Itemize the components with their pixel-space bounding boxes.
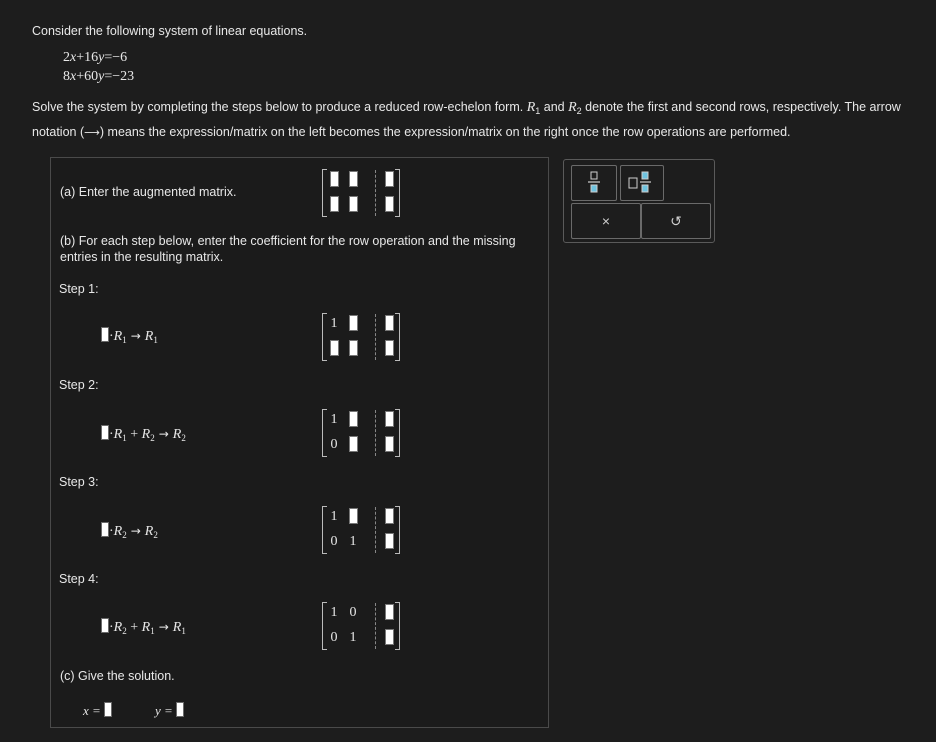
step-3-r2c3-input[interactable] xyxy=(385,533,394,549)
step-4-r1c3-input[interactable] xyxy=(385,604,394,620)
undo-icon: ↺ xyxy=(670,213,682,229)
step-2-matrix xyxy=(322,409,400,457)
matrix-a-r1c2 xyxy=(346,171,360,189)
solution-x: x = xyxy=(83,702,112,719)
matrix-a-r2c1 xyxy=(327,196,341,214)
step-4-label: Step 4: xyxy=(59,572,99,586)
matrix-a-r1c2-input[interactable] xyxy=(349,171,358,187)
math-toolbar xyxy=(563,159,715,243)
mixed-number-icon xyxy=(621,166,663,200)
step-1-matrix xyxy=(322,313,400,361)
instructions-line-1: Solve the system by completing the steps below to produce a reduced row-echelon form. $R_1$ and $R_2$ denote the first and second rows, respectively. The arrow xyxy=(32,100,901,116)
solution-y: y = xyxy=(155,702,184,719)
step-3-label: Step 3: xyxy=(59,475,99,489)
step-2-r2c2-input[interactable] xyxy=(349,436,358,452)
matrix-a-r1c1 xyxy=(327,171,341,189)
matrix-a-r1c3 xyxy=(382,171,396,189)
close-icon: × xyxy=(601,213,611,229)
step-3-r1c1: 1 xyxy=(330,509,338,524)
part-b-label-1: (b) For each step below, enter the coefficient for the row operation and the missing xyxy=(60,234,516,248)
step-1-operation: $\cdot R_1 \to R_1$ xyxy=(101,327,158,345)
step-4-r1c1: 1 xyxy=(330,605,338,620)
step-3-r2c1: 0 xyxy=(330,534,338,549)
step-4-r2c1: 0 xyxy=(330,630,338,645)
step-1-r2c3-input[interactable] xyxy=(385,340,394,356)
step-4-r2c3-input[interactable] xyxy=(385,629,394,645)
clear-button[interactable] xyxy=(571,203,641,239)
step-3-r2c2: 1 xyxy=(349,534,357,549)
part-a-label: (a) Enter the augmented matrix. xyxy=(60,185,237,199)
step-2-r2c3-input[interactable] xyxy=(385,436,394,452)
step-4-r1c2: 0 xyxy=(349,605,357,620)
step-1-coefficient-input[interactable] xyxy=(101,327,109,342)
step-2-operation: $\cdot R_1 + R_2 \to R_2$ xyxy=(101,425,186,443)
intro-text: Consider the following system of linear equations. xyxy=(32,24,308,38)
arrow-icon: ⟶ xyxy=(84,127,100,139)
matrix-a-r2c3 xyxy=(382,196,396,214)
step-2-label: Step 2: xyxy=(59,378,99,392)
fraction-button[interactable] xyxy=(571,165,617,201)
step-3-coefficient-input[interactable] xyxy=(101,522,109,537)
instructions-line-2: notation (⟶) means the expression/matrix on the left becomes the expression/matrix on the right once the row operations are performed. xyxy=(32,125,791,139)
step-2-r1c2-input[interactable] xyxy=(349,411,358,427)
fraction-icon xyxy=(572,166,616,200)
step-3-r1c3-input[interactable] xyxy=(385,508,394,524)
reset-button[interactable] xyxy=(641,203,711,239)
step-3-matrix xyxy=(322,506,400,554)
matrix-a-r1c3-input[interactable] xyxy=(385,171,394,187)
equation-1: 2x+16y=−6 xyxy=(63,50,128,65)
step-1-r1c2-input[interactable] xyxy=(349,315,358,331)
matrix-a-r2c2 xyxy=(346,196,360,214)
step-4-operation: $\cdot R_2 + R_1 \to R_1$ xyxy=(101,618,186,636)
equation-2: 8x+60y=−23 xyxy=(63,69,135,84)
step-2-coefficient-input[interactable] xyxy=(101,425,109,440)
solution-x-input[interactable] xyxy=(104,702,112,717)
part-b-label-2: entries in the resulting matrix. xyxy=(60,250,224,264)
matrix-a-r1c1-input[interactable] xyxy=(330,171,339,187)
step-2-r1c3-input[interactable] xyxy=(385,411,394,427)
step-1-r1c1: 1 xyxy=(330,316,338,331)
step-1-r2c1-input[interactable] xyxy=(330,340,339,356)
step-3-r1c2-input[interactable] xyxy=(349,508,358,524)
step-1-label: Step 1: xyxy=(59,282,99,296)
step-1-r2c2-input[interactable] xyxy=(349,340,358,356)
step-3-operation: $\cdot R_2 \to R_2$ xyxy=(101,522,158,540)
mixed-number-button[interactable] xyxy=(620,165,664,201)
matrix-a-r2c2-input[interactable] xyxy=(349,196,358,212)
step-4-matrix xyxy=(322,602,400,650)
step-4-r2c2: 1 xyxy=(349,630,357,645)
augmented-matrix xyxy=(322,169,400,217)
step-1-r1c3-input[interactable] xyxy=(385,315,394,331)
step-2-r1c1: 1 xyxy=(330,412,338,427)
matrix-a-r2c3-input[interactable] xyxy=(385,196,394,212)
step-2-r2c1: 0 xyxy=(330,437,338,452)
solution-y-input[interactable] xyxy=(176,702,184,717)
step-4-coefficient-input[interactable] xyxy=(101,618,109,633)
part-c-label: (c) Give the solution. xyxy=(60,669,175,683)
matrix-a-r2c1-input[interactable] xyxy=(330,196,339,212)
